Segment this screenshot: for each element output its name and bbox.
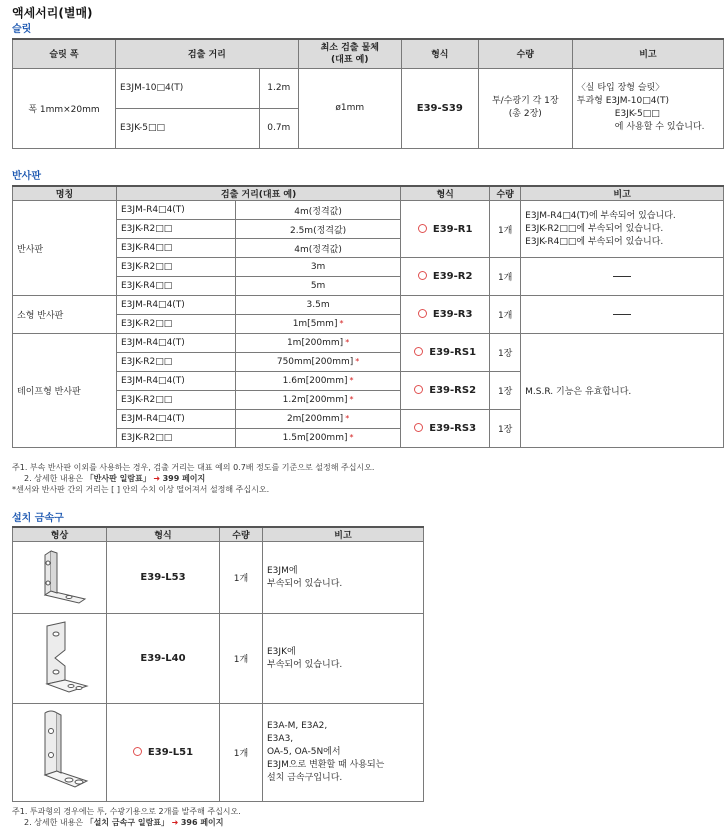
reflector-type-rs3 [401,410,490,448]
reflector-qty-rs3: 1장 [490,410,521,448]
reflector-header-remark: 비고 [521,186,724,201]
reflector-dist-cell [236,334,401,353]
bracket-shape-cell [13,542,107,614]
bracket-type-l40: E39-L40 [107,614,220,704]
slit-qty-line2: (총 2장) [508,109,542,119]
slit-min-object: ø1mm [298,68,401,148]
reflector-remark-r1-line2: E3JK-R2□□에 부속되어 있습니다. [525,223,664,234]
bracket-l53-icon [17,547,102,609]
reflector-model: E3JK-R2□□ [117,391,236,410]
slit-width-cell [13,68,116,148]
new-marker-icon [414,347,423,356]
reflector-dist: 4m(정격값) [236,201,401,220]
slit-dist-1: 1.2m [259,68,298,108]
bracket-note-1: 주1. 투과형의 경우에는 투, 수광기용으로 2개를 발주해 주십시오. [12,807,241,816]
bracket-heading: 설치 금속구 [12,513,64,524]
reflector-group-name-3: 테이프형 반사판 [13,334,117,448]
bracket-header-remark: 비고 [263,527,424,542]
reflector-dist: 1.2m[200mm] [282,395,348,405]
reflector-dist: 3m [236,258,401,277]
reflector-remark-r1-line1: E3JM-R4□4(T)에 부속되어 있습니다. [525,210,676,221]
reflector-header-distance: 검출 거리(대표 예) [117,186,401,201]
reflector-header-type: 형식 [401,186,490,201]
slit-dist-2: 0.7m [259,108,298,148]
reflector-type-rs2 [401,372,490,410]
reflector-dist: 1.5m[200mm] [282,433,348,443]
reflector-note-2-page[interactable]: 399 페이지 [162,474,206,483]
reflector-header-name: 명칭 [13,186,117,201]
reflector-notes [12,462,724,495]
reflector-note-1: 주1. 부속 반사판 이외를 사용하는 경우, 검출 거리는 대표 예의 0.7배 정도를 기준으로 설정해 주십시오. [12,463,375,472]
reflector-model: E3JK-R2□□ [117,429,236,448]
bracket-note-2-page[interactable]: 396 페이지 [180,818,224,827]
new-marker-icon [418,309,427,318]
bracket-remark-l53-line1: E3JM에 [267,565,298,576]
reflector-dist: 750mm[200mm] [276,357,354,367]
reflector-model: E3JK-R2□□ [117,220,236,239]
reflector-model: E3JK-R2□□ [117,315,236,334]
reflector-dist-cell [236,429,401,448]
reflector-model: E3JM-R4□4(T) [117,372,236,391]
bracket-type-l51-label: E39-L51 [147,747,194,758]
bracket-type-l51 [107,704,220,802]
page-title: 액세서리(별매) [12,6,93,20]
bracket-l51-icon [17,709,102,797]
bracket-remark-l40 [263,614,424,704]
bracket-qty-l40: 1개 [220,614,263,704]
arrow-right-icon: ➜ [153,474,161,483]
asterisk-icon: * [349,433,354,442]
slit-header-width: 슬릿 폭 [13,39,116,68]
arrow-right-icon: ➜ [171,818,179,827]
reflector-type-r1-label: E39-R1 [432,223,473,235]
reflector-remark-r1-line3: E3JK-R4□□에 부속되어 있습니다. [525,236,664,247]
bracket-header-qty: 수량 [220,527,263,542]
bracket-remark-l51-line2: E3A3, [267,734,294,744]
slit-model-2: E3JK-5□□ [116,108,260,148]
reflector-dist-cell [236,391,401,410]
slit-remark [572,68,723,148]
slit-heading: 슬릿 [12,24,32,35]
slit-header-remark: 비고 [572,39,723,68]
reflector-note-2 [12,473,724,484]
bracket-remark-l51-line1: E3A-M, E3A2, [267,721,328,731]
reflector-table [12,185,724,448]
slit-table [12,38,724,149]
slit-remark-line4: 에 사용할 수 있습니다. [614,122,705,132]
reflector-dist: 2m[200mm] [286,414,344,424]
reflector-dist: 1.6m[200mm] [282,376,348,386]
slit-width: 폭 1mm×20mm [28,104,100,115]
slit-header-min-object-line1: 최소 검출 물체 [320,42,379,53]
bracket-qty-l53: 1개 [220,542,263,614]
bracket-note-2-text: 2. 상세한 내용은 [24,818,84,827]
slit-model-1: E3JM-10□4(T) [116,68,260,108]
bracket-remark-l53 [263,542,424,614]
bracket-type-l53: E39-L53 [107,542,220,614]
reflector-remark-r2 [521,258,724,296]
reflector-qty-rs1: 1장 [490,334,521,372]
new-marker-icon [418,271,427,280]
bracket-l40-icon [17,620,102,698]
reflector-qty-r2: 1개 [490,258,521,296]
reflector-model: E3JK-R2□□ [117,258,236,277]
reflector-note-2-link[interactable]: 「반사판 일람표」 [85,474,151,483]
reflector-dist-cell [236,372,401,391]
reflector-type-rs3-label: E39-RS3 [429,423,477,434]
slit-header-qty: 수량 [478,39,572,68]
bracket-remark-l51-line3: OA-5, OA-5N에서 [267,747,341,757]
reflector-qty-r3: 1개 [490,296,521,334]
reflector-model: E3JM-R4□4(T) [117,201,236,220]
new-marker-icon [414,385,423,394]
bracket-remark-l40-line1: E3JK에 [267,646,296,657]
reflector-note-3: *센서와 반사판 간의 거리는 [ ] 안의 수치 이상 떨어져서 설정해 주십시오. [12,485,270,494]
new-marker-icon [133,747,142,756]
asterisk-icon: * [349,376,354,385]
reflector-type-rs1-label: E39-RS1 [429,347,477,358]
dash-icon [613,314,631,315]
bracket-remark-l51 [263,704,424,802]
asterisk-icon: * [345,338,350,347]
bracket-remark-l40-line2: 부속되어 있습니다. [267,659,343,670]
slit-header-min-object-line2: (대표 예) [331,54,369,65]
slit-remark-line2: 투과형 E3JM-10□4(T) [576,96,670,106]
slit-type: E39-S39 [401,68,478,148]
bracket-shape-cell [13,614,107,704]
reflector-dist: 4m(정격값) [236,239,401,258]
reflector-model: E3JM-R4□4(T) [117,296,236,315]
asterisk-icon: * [355,357,360,366]
reflector-model: E3JK-R4□□ [117,239,236,258]
bracket-notes [12,806,724,828]
reflector-type-r2-label: E39-R2 [432,271,473,282]
bracket-shape-cell [13,704,107,802]
reflector-type-rs2-label: E39-RS2 [429,385,477,396]
bracket-header-shape: 형상 [13,527,107,542]
reflector-model: E3JM-R4□4(T) [117,410,236,429]
reflector-qty-r1: 1개 [490,201,521,258]
reflector-dist-cell [236,315,401,334]
new-marker-icon [414,423,423,432]
bracket-qty-l51: 1개 [220,704,263,802]
slit-header-min-object [298,39,401,68]
reflector-dist-cell [236,353,401,372]
reflector-dist: 5m [236,277,401,296]
reflector-type-r2 [401,258,490,296]
reflector-dist: 2.5m(정격값) [236,220,401,239]
slit-qty [478,68,572,148]
reflector-remark-rs: M.S.R. 기능은 유효합니다. [521,334,724,448]
slit-header-type: 형식 [401,39,478,68]
reflector-note-2-text: 2. 상세한 내용은 [24,474,84,483]
reflector-remark-r1 [521,201,724,258]
reflector-group-name-2: 소형 반사판 [13,296,117,334]
bracket-note-2-link[interactable]: 「설치 금속구 일람표」 [85,818,170,827]
reflector-type-rs1 [401,334,490,372]
reflector-heading: 반사판 [12,171,41,182]
reflector-model: E3JK-R2□□ [117,353,236,372]
dash-icon [613,276,631,277]
reflector-qty-rs2: 1장 [490,372,521,410]
reflector-header-qty: 수량 [490,186,521,201]
reflector-model: E3JK-R4□□ [117,277,236,296]
reflector-remark-r3 [521,296,724,334]
reflector-dist: 1m[5mm] [292,319,338,329]
slit-remark-line1: 〈실 타입 장형 슬릿〉 [576,83,665,93]
reflector-type-r3-label: E39-R3 [432,309,473,320]
bracket-remark-l53-line2: 부속되어 있습니다. [267,578,343,589]
bracket-note-2 [12,817,724,828]
slit-header-distance: 검출 거리 [116,39,299,68]
reflector-dist: 1m[200mm] [286,338,344,348]
reflector-model: E3JM-R4□4(T) [117,334,236,353]
reflector-dist: 3.5m [236,296,401,315]
reflector-type-r1 [401,201,490,258]
bracket-remark-l51-line5: 설치 금속구입니다. [267,773,343,783]
asterisk-icon: * [349,395,354,404]
bracket-remark-l51-line4: E3JM으로 변환할 때 사용되는 [267,760,385,770]
new-marker-icon [418,224,427,233]
bracket-table [12,526,424,802]
slit-remark-line3: E3JK-5□□ [614,109,660,119]
reflector-type-r3 [401,296,490,334]
bracket-header-type: 형식 [107,527,220,542]
reflector-group-name-1: 반사판 [13,201,117,296]
asterisk-icon: * [345,414,350,423]
reflector-dist-cell [236,410,401,429]
asterisk-icon: * [339,319,344,328]
slit-qty-line1: 투/수광기 각 1장 [491,96,559,106]
